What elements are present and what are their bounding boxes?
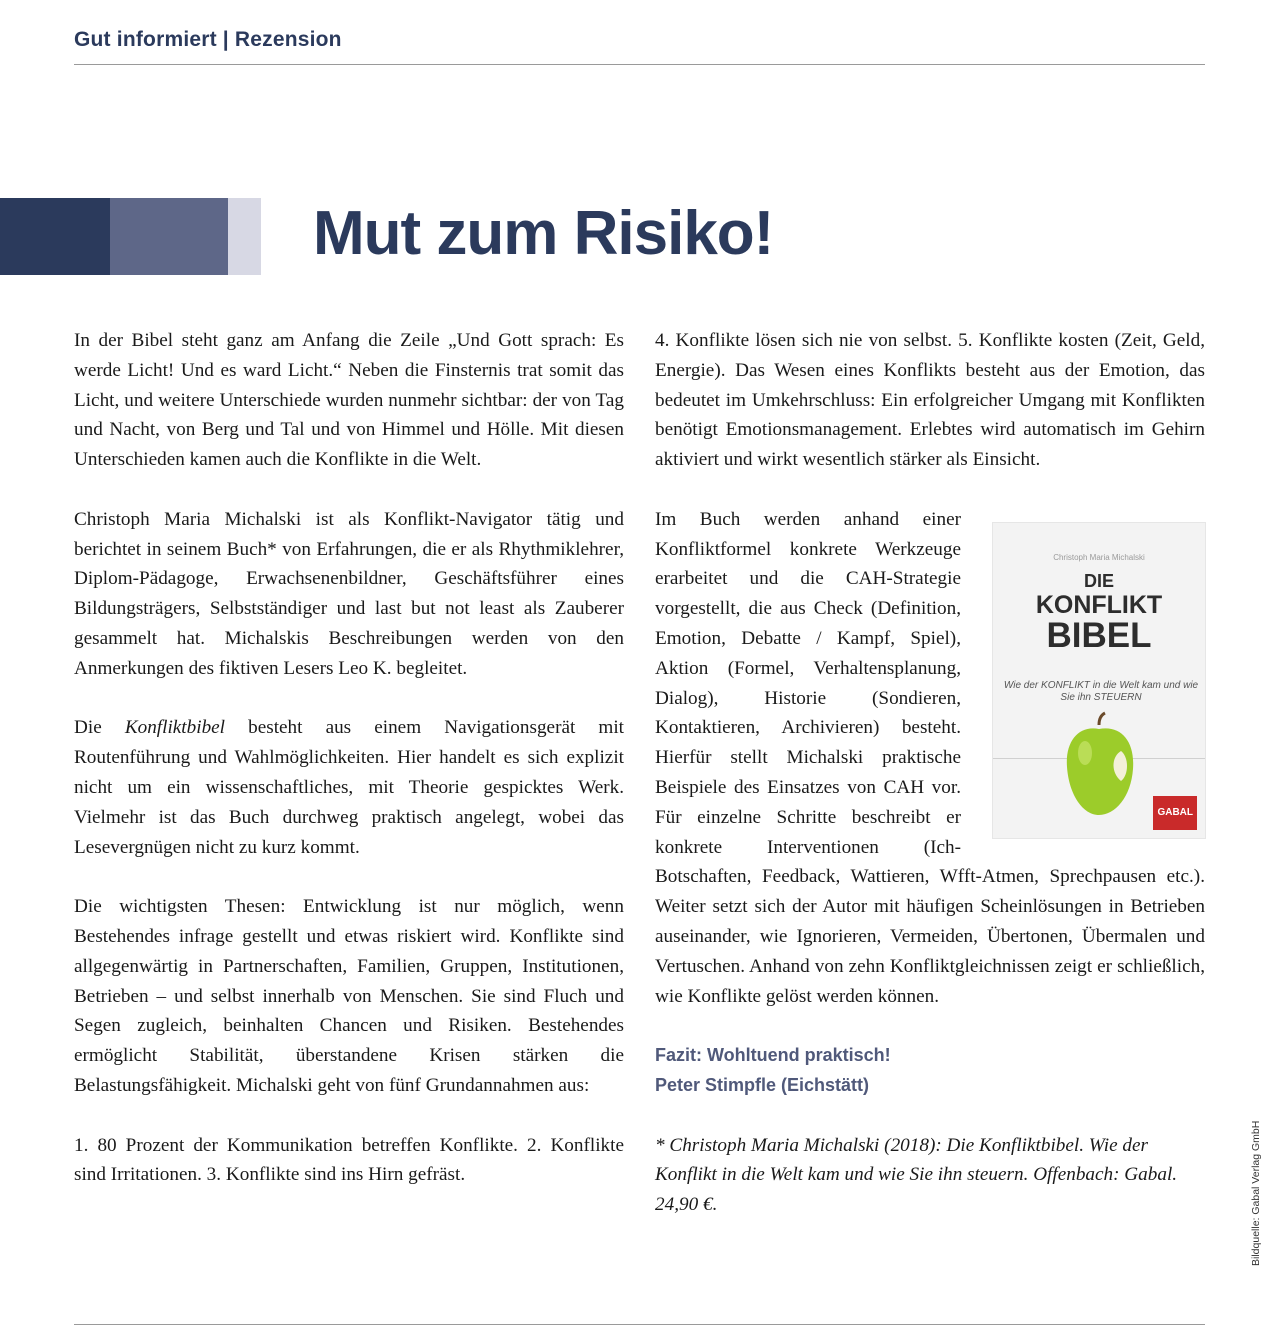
book-title-line-1: DIE bbox=[1083, 570, 1114, 591]
decor-block-lavender bbox=[228, 198, 261, 275]
paragraph-4: Die wichtigsten Thesen: Entwicklung ist nur möglich, wenn Bestehendes infrage gestellt und etwas riskiert wird. Konflikte sind allgegenwärtig in Partnerschaften, Familien, Gruppen, Institutionen, Betrieben – und selbst innerhalb von Menschen. Sie sind Fluch und Segen zugleich, beinhalten Chancen und Risiken. Bestehendes ermöglicht Stabilität, überstandene Krisen stärken die Belastungsfähigkeit. Michalski geht von fünf Grundannahmen aus: bbox=[74, 896, 624, 1096]
paragraph-7 bbox=[655, 505, 1205, 1012]
paragraph-3-rest: besteht aus einem Navigationsgerät mit Routenführung und Wahlmöglichkeiten. Hier handelt es sich explizit nicht um ein wissenschaftliches, mit Theorie gespicktes Werk. Vielmehr ist das Buch durchweg praktisch angelegt, wobei das Lesevergnügen nicht zu kurz kommt. bbox=[74, 717, 624, 858]
book-title-italic: Konfliktbibel bbox=[124, 717, 226, 739]
section-header bbox=[74, 28, 342, 52]
section-name: Gut informiert bbox=[74, 28, 217, 51]
fazit-line: Fazit: Wohltuend praktisch! bbox=[655, 1045, 891, 1066]
reviewer-name: Peter Stimpfle (Eichstätt) bbox=[655, 1074, 870, 1095]
article-title: Mut zum Risiko! bbox=[313, 199, 774, 268]
book-title-line-2: KONFLIKT bbox=[1035, 590, 1163, 619]
decor-block-slate bbox=[110, 198, 228, 275]
paragraph-2: Christoph Maria Michalski ist als Konflikt-Navigator tätig und berichtet in seinem Buch* von Erfahrungen, die er als Rhythmiklehrer, Diplom-Pädagoge, Erwachsenenbildner, Geschäftsführer eines Bildungsträgers, Selbstständiger und last but not least als Zauberer gesammelt hat. Michalskis Beschreibungen werden von den Anmerkungen des fiktiven Lesers Leo K. begleitet. bbox=[74, 508, 624, 679]
header-separator: | bbox=[222, 28, 229, 51]
top-rule bbox=[74, 64, 1205, 65]
book-publisher-logo: GABAL bbox=[1153, 796, 1197, 830]
paragraph-7-text: Im Buch werden anhand einer Konfliktformel konkrete Werkzeuge erarbeitet und die CAH-Strategie vorgestellt, die aus Check (Definition, Emotion, Debatte / Kampf, Spiel), Aktion (Formel, Verhaltensplanung, Dialog), Historie (Sondieren, Kontaktieren, Archivieren) besteht. Hierfür stellt Michalski praktische Beispiele des Einsatzes von CAH vor. Für einzelne Schritte beschreibt er konkrete Interventionen (Ich-Botschaften, Feedback, Wattieren, Wfft-Atmen, Sprechpausen etc.). Weiter setzt sich der Autor mit häufigen Scheinlösungen in Betrieben auseinander, wie Ignorieren, Vermeiden, Übertonen, Übermalen und Vertuschen. Anhand von zehn Konfliktgleichnissen zeigt er schließlich, wie Konflikte gelöst werden können. bbox=[655, 508, 1205, 1007]
paragraph-3-lead: Die bbox=[74, 717, 125, 739]
green-apple-icon bbox=[1059, 711, 1139, 821]
paragraph-3 bbox=[74, 713, 624, 862]
book-title-line-3: BIBEL bbox=[1046, 615, 1152, 655]
image-credit: Bildquelle: Gabal Verlag GmbH bbox=[1250, 1120, 1262, 1266]
article-column-right bbox=[655, 326, 1205, 1250]
book-footnote: * Christoph Maria Michalski (2018): Die Konfliktbibel. Wie der Konflikt in die Welt kam und wie Sie ihn steuern. Offenbach: Gabal. 24,90 €. bbox=[655, 1134, 1178, 1216]
book-author: Christoph Maria Michalski bbox=[1053, 552, 1145, 562]
book-subtitle: Wie der KONFLIKT in die Welt kam und wie Sie ihn STEUERN bbox=[1003, 679, 1199, 703]
paragraph-1: In der Bibel steht ganz am Anfang die Zeile „Und Gott sprach: Es werde Licht! Und es ward Licht.“ Neben die Finsternis trat somit das Licht, und weitere Unterschiede wurden nunmehr sichtbar: der von Tag und Nacht, von Berg und Tal und von Himmel und Hölle. Mit diesen Unterschieden kamen auch die Konflikte in die Welt. bbox=[74, 330, 624, 471]
article-column-left bbox=[74, 326, 624, 1220]
paragraph-6: 4. Konflikte lösen sich nie von selbst. 5. Konflikte kosten (Zeit, Geld, Energie). Das Wesen eines Konflikts besteht aus der Emotion, das bedeutet im Umkehrschluss: Ein erfolgreicher Umgang mit Konflikten benötigt Emotionsmanagement. Erlebtes wird automatisch im Gehirn aktiviert und wirkt wesentlich stärker als Einsicht. bbox=[655, 330, 1205, 471]
book-cover bbox=[993, 523, 1205, 838]
bottom-rule bbox=[74, 1324, 1205, 1325]
decor-block-navy bbox=[0, 198, 110, 275]
review-conclusion bbox=[655, 1041, 1205, 1101]
paragraph-5: 1. 80 Prozent der Kommunikation betreffen Konflikte. 2. Konflikte sind Irritationen. 3. Konflikte sind ins Hirn gefräst. bbox=[74, 1134, 624, 1186]
section-category: Rezension bbox=[234, 28, 342, 51]
